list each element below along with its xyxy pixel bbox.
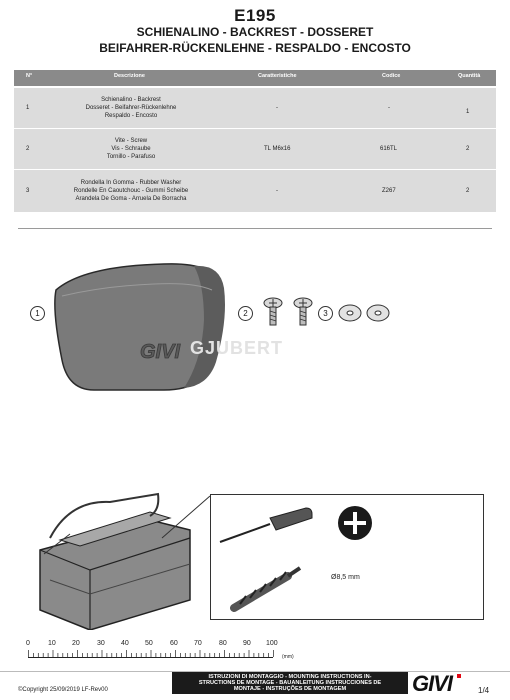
ruler-label: 60: [170, 640, 178, 647]
instructions-banner: [172, 672, 408, 694]
instructions-line: STRUCTIONS DE MONTAGE - BAUANLEITUNG INSTRUCCIONES DE: [198, 680, 382, 686]
table-header: [14, 70, 496, 86]
row-number: 1: [26, 105, 30, 111]
backrest-logo: GIVI: [140, 341, 181, 363]
row-code: Z267: [382, 188, 396, 194]
desc-line: Rondelle En Caoutchouc - Gummi Scheibe: [73, 188, 189, 194]
section-divider: [18, 228, 492, 229]
row-description: [56, 96, 206, 120]
ruler-label: 80: [219, 640, 227, 647]
desc-line: Tornillo - Parafuso: [106, 154, 156, 160]
row-features: -: [276, 105, 278, 111]
ruler-label: 30: [97, 640, 105, 647]
col-header-number: N°: [26, 73, 33, 79]
document-code: E195: [234, 6, 276, 25]
washer-icon: [336, 302, 396, 326]
document-title-line2: BEIFAHRER-RÜCKENLEHNE - RESPALDO - ENCOSTO: [99, 41, 411, 55]
col-header-features: Caratteristiche: [258, 73, 297, 79]
table-row: [14, 169, 496, 212]
part-label-3: 3: [318, 306, 333, 321]
row-quantity: 2: [466, 188, 470, 194]
ruler-label: 50: [145, 640, 153, 647]
desc-line: Rondella In Gomma - Rubber Washer: [80, 180, 182, 186]
drill-diameter-label: Ø8,5 mm: [331, 574, 360, 581]
ruler-ticks: [28, 648, 278, 660]
instructions-line: ISTRUZIONI DI MONTAGGIO - MOUNTING INSTRUCTIONS IN-: [208, 674, 372, 680]
page-number: 1/4: [478, 686, 490, 695]
row-code: -: [388, 105, 390, 111]
ruler-label: 0: [26, 640, 30, 647]
desc-line: Schienalino - Backrest: [101, 97, 161, 103]
table-row: [14, 128, 496, 169]
part-label-2: 2: [238, 306, 253, 321]
desc-line: Vite - Screw: [114, 138, 148, 144]
row-quantity: 1: [466, 109, 470, 115]
row-features: -: [276, 188, 278, 194]
row-description: [56, 137, 206, 161]
ruler-label: 100: [266, 640, 278, 647]
table-row: [14, 87, 496, 128]
ruler-label: 40: [121, 640, 129, 647]
desc-line: Dosseret - Beifahrer-Rückenlehne: [85, 105, 177, 111]
document-title-line1: SCHIENALINO - BACKREST - DOSSERET: [136, 25, 374, 39]
brand-dot: [457, 674, 461, 678]
copyright-text: ©Copyright 25/09/2019 LF-Rev00: [18, 687, 108, 693]
screw-icon: [260, 296, 320, 336]
desc-line: Arandela De Goma - Arruela De Borracha: [75, 196, 187, 202]
ruler-label: 10: [48, 640, 56, 647]
row-number: 3: [26, 188, 30, 194]
row-code: 616TL: [380, 146, 398, 152]
ruler-label: 20: [72, 640, 80, 647]
row-quantity: 2: [466, 146, 470, 152]
watermark: GJUBERT: [190, 338, 284, 358]
desc-line: Respaldo - Encosto: [104, 113, 158, 119]
part-label-1: 1: [30, 306, 45, 321]
col-header-code: Codice: [382, 73, 401, 79]
backrest-illustration: [44, 250, 234, 400]
desc-line: Vis - Schraube: [111, 146, 151, 152]
drill-bit-icon: [228, 562, 308, 614]
row-description: [46, 179, 216, 203]
instructions-line: MONTAJE - INSTRUÇÕES DE MONTAGEM: [233, 686, 347, 692]
col-header-quantity: Quantità: [458, 73, 481, 79]
ruler-unit: (mm): [282, 654, 294, 660]
phillips-cross-icon: [337, 505, 373, 541]
row-number: 2: [26, 146, 30, 152]
ruler-label: 90: [243, 640, 251, 647]
brand-text: GIVI: [412, 672, 453, 694]
col-header-description: Descrizione: [114, 73, 145, 79]
ruler-label: 70: [194, 640, 202, 647]
givi-logo: [410, 672, 468, 694]
screwdriver-icon: [216, 504, 316, 548]
row-features: TL M6x16: [264, 146, 291, 152]
